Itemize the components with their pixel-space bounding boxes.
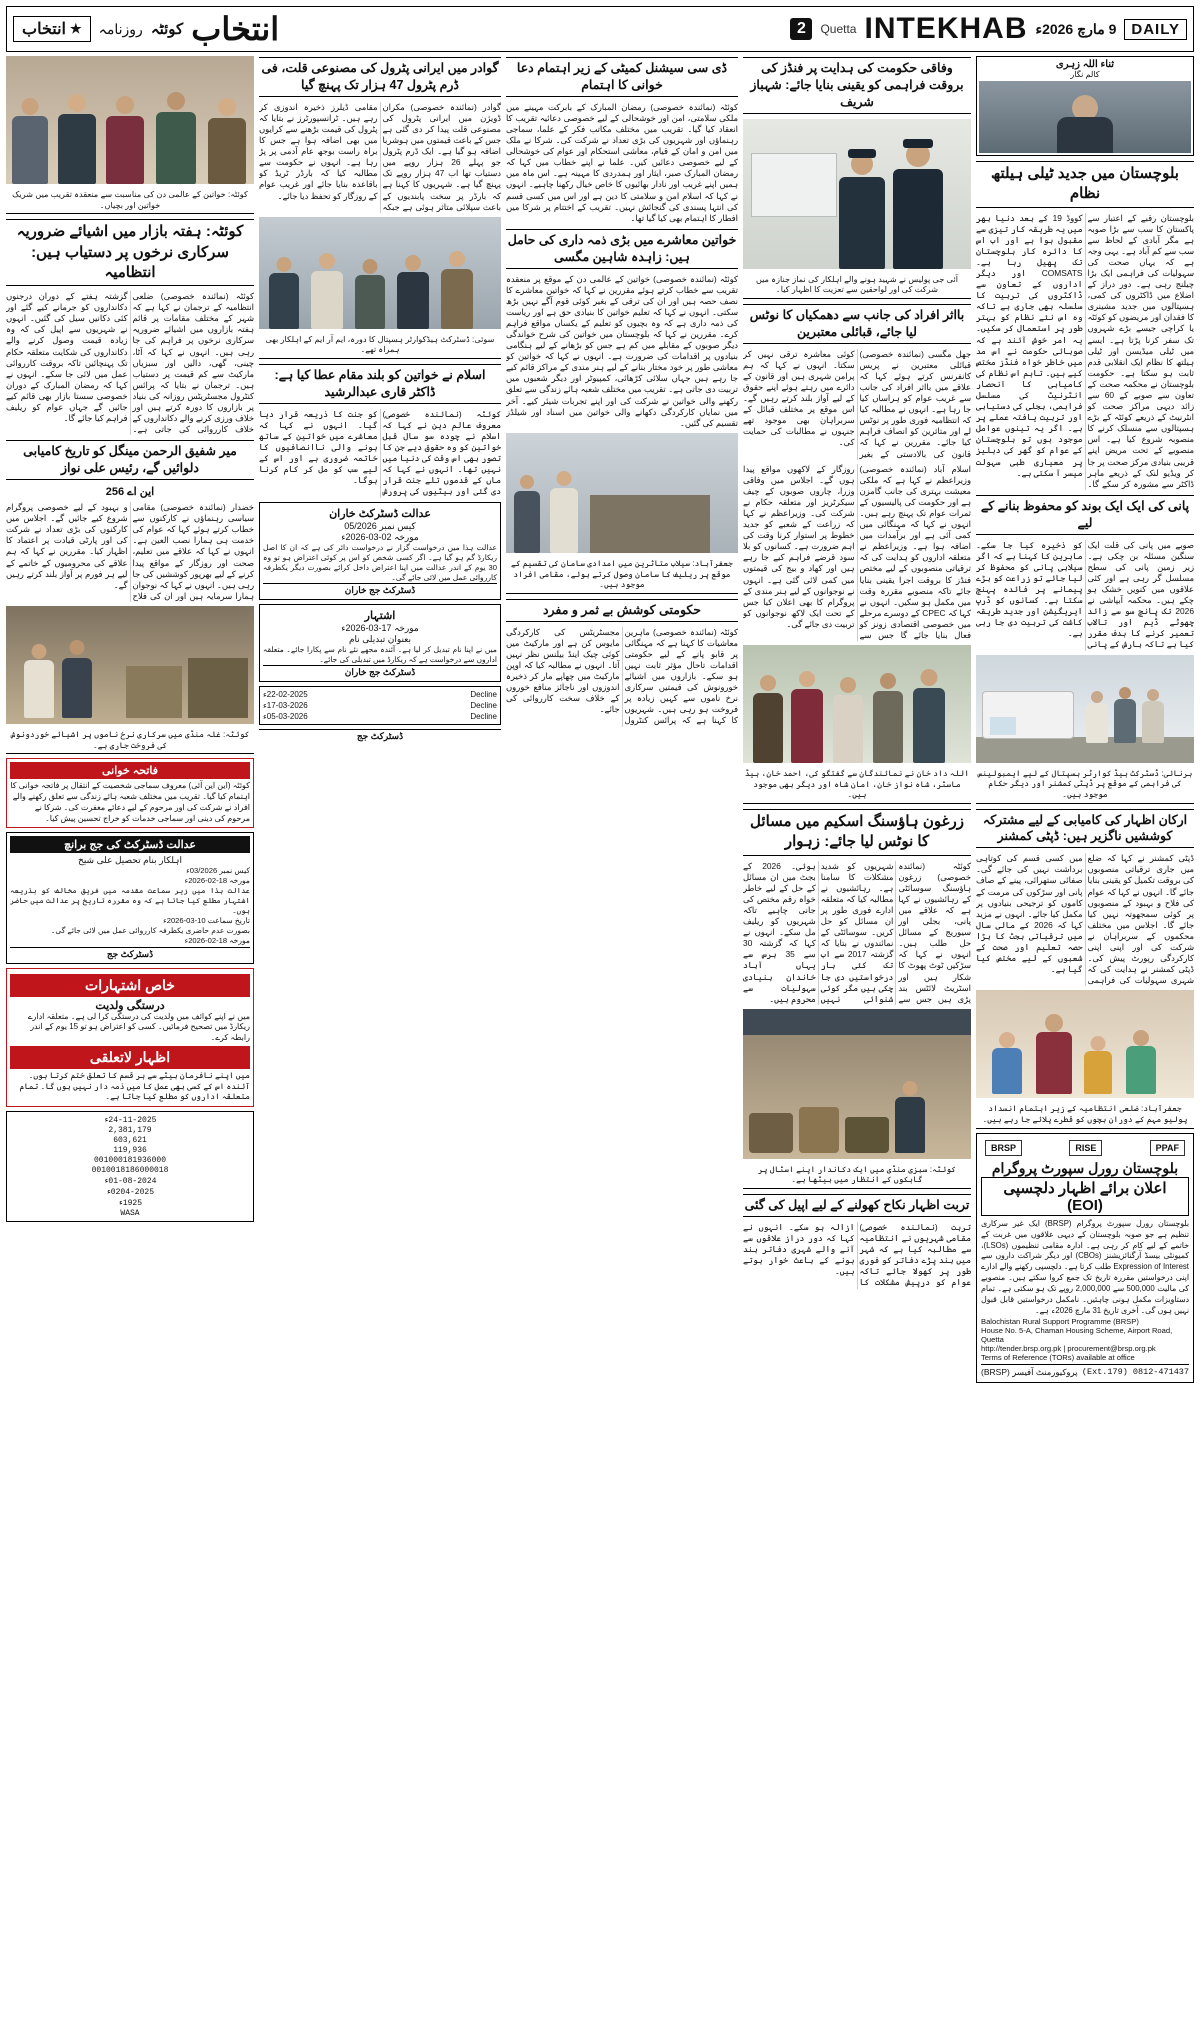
photo-grain-market [6, 606, 254, 724]
announcement-subtitle: درستگی ولدیت [95, 999, 165, 1012]
eoi-contact-line-4: Terms of Reference (TORs) available at office [981, 1352, 1135, 1362]
person-body [873, 691, 903, 763]
photo-ambulance-scene [976, 655, 1194, 763]
person-head [218, 98, 236, 116]
caption-polio: جعفرآباد: ضلعی انتظامیہ کے زیر اہتمام انسداد پولیو مہم کے دوران بچوں کو قطرے پلائے جا رہے ہیں۔ [976, 1102, 1194, 1128]
court-notice-1-body: عدالت ہذا میں درخواست گزار نے درخواست دائر کی ہے کہ ان کا اصل ریکارڈ گم ہو گیا ہے۔ اگر کسی شخص کو اس پر کوئی اعتراض ہو تو وہ 30 یوم کے اندر عدالت میں اپنا اعتراض داخل کرائے بصورت دیگر یکطرفہ کارروائی عمل میں لائی جائے گی۔ [263, 542, 497, 582]
officer-cap [903, 139, 933, 148]
constituency-label: این اے 256 [105, 486, 155, 499]
person-head [70, 640, 85, 655]
person [753, 675, 783, 763]
child-head [999, 1032, 1015, 1048]
court-notice-1-date: مورخہ 02-03-2026ء [341, 531, 419, 542]
article-dc: ڈپٹی کمشنر نے کہا کہ ضلع میں جاری ترقیاتی منصوبوں کی بروقت تکمیل کو یقینی بنایا جائے گا۔ انہوں نے کہا کہ عوام کی فلاح و بہبود کے منصوبوں پر کوئی سمجھوتہ نہیں کیا جائے گا۔ اجلاس میں مختلف محکموں کے سربراہان نے شرکت کی اور اپنی اپنی کارکردگی رپورٹ پیش کی۔ ڈپٹی کمشنر نے ہدایت کی کہ شہری سہولیات کی فراہمی میں کسی قسم کی کوتاہی برداشت نہیں کی جائے گی۔ صفائی ستھرائی، پینے کے صاف پانی اور سڑکوں کی مرمت کے کاموں کو ترجیحی بنیادوں پر مکمل کیا جائے۔ انہوں نے مزید کہا کہ 2026 کے مالی سال میں ترقیاتی بجٹ کا بڑا حصہ تعلیم اور صحت کے شعبوں کے لیے مختص کیا گیا ہے۔ [976, 853, 1194, 986]
photo-polio-scene [976, 990, 1194, 1098]
person [12, 98, 48, 184]
headline-dc: ارکان اظہار کی کامیابی کے لیے مشترکہ کوششیں ناگزیر ہیں: ڈپٹی کمشنر [976, 809, 1194, 849]
person-head [405, 255, 421, 271]
court-box-row-3: عدالت ہذا میں زیر سماعت مقدمہ میں فریق مخالف کو بذریعہ اشتہار مطلع کیا جاتا ہے کہ وہ مقررہ تاریخ پر عدالت میں حاضر ہوں۔ [10, 886, 250, 916]
headline-telehealth: بلوچستان میں جدید ٹیلی ہیلتھ نظام [976, 161, 1194, 208]
photo-grain-scene [6, 606, 254, 724]
court-box-row-1: کیس نمبر 03/2026ء [186, 866, 250, 876]
person-body [355, 275, 385, 329]
eoi-footer [981, 1364, 1189, 1378]
person-body [550, 488, 578, 553]
caption-women-event: کوئٹہ: خواتین کے عالمی دن کی مناسبت سے منعقدہ تقریب میں شریک خواتین اور بچیاں۔ [6, 188, 254, 214]
decline-date: 17-03-2026ء [263, 700, 308, 710]
figure-amount-3: 119,936 [113, 1146, 147, 1156]
headline-housing: زرغون ہاؤسنگ اسکیم میں مسائل کا نوٹس لیا جائے: زہوار [743, 809, 971, 856]
masthead-title-urdu: انتخاب [191, 11, 280, 47]
person-body [156, 112, 196, 184]
court-notice-2-title: اشتہار [364, 609, 396, 622]
person-body [833, 695, 863, 763]
person-head [363, 259, 378, 274]
caption-relief: جعفرآباد: سیلاب متاثرین میں امدادی سامان کی تقسیم کے موقع پر ریلیف کا سامان وصول کرتے ہوئے، مقامی افراد موجود ہیں۔ [506, 557, 738, 594]
headline-economy: حکومتی کوشش بے ثمر و مفرد [506, 599, 738, 622]
masthead-right [13, 13, 279, 45]
photo-women-event [6, 56, 254, 184]
eoi-contact-line-2: House No. 5-A, Chaman Housing Scheme, Airport Road, Quetta [981, 1325, 1173, 1344]
vendor-body [895, 1097, 925, 1153]
decline-label: Decline [470, 700, 497, 710]
decline-label: Decline [470, 689, 497, 699]
court-box-row-4: تاریخ سماعت 10-03-2026ء [163, 916, 250, 926]
court-box-row-2: مورخہ 18-02-2026ء [184, 876, 250, 886]
person-head [760, 675, 776, 691]
officer [839, 153, 885, 269]
person-head [921, 669, 938, 686]
court-notice-1-title: عدالت ڈسٹرکٹ خاران [329, 507, 431, 520]
person-body [208, 118, 246, 184]
photo-hospital-scene [259, 217, 501, 329]
article-mengal: خضدار (نمائندہ خصوصی) مقامی سیاسی رہنماؤں نے کارکنوں سے خطاب کرتے ہوئے کہا کہ عوام کی خدمت ہی ہمارا نصب العین ہے۔ انہوں نے کہا کہ علاقے میں تعلیم، صحت اور روزگار کے مواقع پیدا کرنے کے لیے بھرپور کوششیں کی جا رہی ہیں۔ انہوں نے کہا کہ نوجوان ہمارا سرمایہ ہیں اور ان کی فلاح و بہبود کے لیے خصوصی پروگرام شروع کیے جائیں گے۔ اجلاس میں کارکنوں کی بڑی تعداد نے شرکت کی اور پارٹی قیادت پر اعتماد کا اظہار کیا۔ مقررین نے کہا کہ ہم علاقے کی محرومیوں کے خاتمے کے لیے ہر فورم پر آواز بلند کرتے رہیں گے۔ [6, 502, 254, 601]
masthead-city-en: Quetta [820, 22, 857, 36]
article-petrol: گوادر (نمائندہ خصوصی) مکران ڈویژن میں ایرانی پٹرول کی مصنوعی قلت پیدا کر دی گئی ہے جس کے باعث قیمتوں میں ہوشربا اضافہ ہو گیا ہے۔ ایک ڈرم پٹرول جو پہلے 26 ہزار روپے میں دستیاب تھا اب 47 ہزار روپے تک پہنچ گیا ہے۔ شہریوں کا کہنا ہے کہ بارڈر پر سخت پابندیوں کے باعث سپلائی متاثر ہوئی ہے جبکہ مقامی ڈیلرز ذخیرہ اندوزی کر رہے ہیں۔ ٹرانسپورٹرز نے بتایا کہ پٹرول کی قیمت بڑھنے سے کرایوں میں بھی اضافہ ہوا ہے جس کا براہ راست بوجھ عام آدمی پر پڑ رہا ہے۔ انہوں نے حکومت سے مطالبہ کیا کہ بارڈر ٹریڈ کو باقاعدہ بنایا جائے اور غریب عوام کے روزگار کو تحفظ دیا جائے۔ [259, 101, 501, 212]
person-body [1142, 701, 1164, 743]
masthead-logo [13, 16, 91, 42]
masthead-roznama: روزنامہ [98, 20, 143, 37]
eoi-body: بلوچستان رورل سپورٹ پروگرام (BRSP) ایک غیر سرکاری تنظیم ہے جو صوبہ بلوچستان کے دیہی علاقوں میں غربت کے خاتمے کے لیے کام کر رہی ہے۔ ادارہ مقامی تنظیموں (LSOs)، کمیونٹی بیسڈ آرگنائزیشنز (CBOs) اور دیگر شراکت داروں سے Expression of Interest طلب کرتا ہے۔ دلچسپی رکھنے والے ادارے اپنی درخواستیں مقررہ تاریخ تک جمع کروا سکتے ہیں۔ منصوبے کی مالیت 500,000 سے 2,000,000 روپے تک ہو سکتی ہے۔ تمام دستاویزات مکمل ہونی چاہئیں۔ نامکمل درخواستیں قابل قبول نہیں ہوں گی۔ آخری تاریخ 31 مارچ 2026ء ہے۔ [981, 1218, 1190, 1315]
child-head [1133, 1030, 1149, 1046]
headline-bazaar: کوئٹہ: ہفتہ بازار میں اشیائے ضروریہ سرکاری نرخوں پر دستیاب ہیں: انتظامیہ [6, 219, 254, 286]
person [441, 251, 473, 329]
court-notice-1-case: کیس نمبر 05/2026 [344, 520, 416, 531]
star-icon: ★ [70, 21, 82, 36]
court-box [6, 832, 254, 963]
person [1114, 687, 1136, 743]
person-head [520, 475, 534, 489]
person-head [319, 253, 335, 269]
photo-market [743, 1009, 971, 1159]
person [550, 471, 578, 553]
caption-police: آئی جی پولیس نے شہید ہونے والے اہلکار کی نماز جنازہ میں شرکت کی اور لواحقین سے تعزیت کا اظہار کیا۔ [743, 273, 971, 299]
worker-body [1036, 1032, 1072, 1094]
person-head [277, 257, 292, 272]
person [514, 475, 540, 553]
column-rightmost [6, 56, 254, 2008]
person-head [449, 251, 465, 267]
person [873, 673, 903, 763]
person-head [68, 94, 86, 112]
figure-year: 1925ء [117, 1199, 143, 1209]
figure-agency: WASA [120, 1209, 140, 1219]
logo-brsp: BRSP [985, 1140, 1022, 1156]
article-threats: جھل مگسی (نمائندہ خصوصی) قبائلی معتبرین نے پریس کانفرنس کرتے ہوئے کہا کہ علاقے میں بااثر افراد کی جانب سے غریب عوام کو ہراساں کیا جا رہا ہے۔ انہوں نے مطالبہ کیا کہ انتظامیہ فوری طور پر نوٹس لے اور متاثرین کو انصاف فراہم کیا جائے۔ مقررین نے کہا کہ قانون کی بالادستی کے بغیر کوئی معاشرہ ترقی نہیں کر سکتا۔ انہوں نے کہا کہ ہم پرامن شہری ہیں اور قانون کے دائرے میں رہتے ہوئے اپنے حقوق کے لیے آواز بلند کرتے رہیں گے۔ اس موقع پر مختلف قبائل کے سربراہان بھی موجود تھے جنہوں نے مطالبات کی حمایت کی۔ [743, 348, 971, 459]
content-grid [6, 56, 1194, 2008]
person [62, 640, 92, 718]
masthead-title-en: INTEKHAB [864, 12, 1028, 45]
announcements-title: خاص اشتہارات [10, 974, 250, 997]
decline-row [263, 690, 497, 699]
court-notice-1-footer: ڈسٹرکٹ جج خاران [263, 583, 497, 596]
headline-islam-women: اسلام نے خواتین کو بلند مقام عطا کیا ہے: ڈاکٹر قاری عبدالرشید [259, 364, 501, 404]
person [58, 94, 96, 184]
person [269, 257, 299, 329]
figure-account-1: 001000181936000 [93, 1156, 166, 1166]
decline-row [263, 701, 497, 710]
worker-head [1045, 1014, 1063, 1032]
child [1084, 1036, 1112, 1094]
announcement-body: میں نے اپنے کوائف میں ولدیت کی درستگی کرا لی ہے۔ متعلقہ ادارے ریکارڈ میں تصحیح فرمائیں۔ کسی کو اعتراض ہو تو 15 یوم کے اندر رابطہ کرے۔ [27, 1011, 250, 1043]
special-announcements [6, 968, 254, 1108]
caption-market: کوئٹہ: سبزی منڈی میں ایک دکاندار اپنے اسٹال پر گاہکوں کے انتظار میں بیٹھا ہے۔ [743, 1163, 971, 1189]
person-body [397, 272, 429, 329]
headline-water: پانی کی ایک ایک بوند کو محفوظ بنانے کے لیے [976, 495, 1194, 535]
photo-group-scene [743, 645, 971, 763]
person-body [1114, 699, 1136, 743]
figure-account-2: 0010018186000018 [91, 1166, 169, 1176]
fatiha-body: کوئٹہ (این این آئی) معروف سماجی شخصیت کے انتقال پر فاتحہ خوانی کا اہتمام کیا گیا۔ تقریب میں مختلف شعبہ ہائے زندگی سے تعلق رکھنے والے افراد نے شرکت کی اور مرحوم کے لیے دعائے مغفرت کی۔ شرکا نے مرحوم کی دینی اور سماجی خدمات کو خراج تحسین پیش کیا۔ [10, 781, 250, 823]
court-notice-2 [259, 604, 501, 682]
vendor [895, 1081, 925, 1153]
logo-rise: RISE [1069, 1140, 1102, 1156]
photo-polio [976, 990, 1194, 1098]
column-2 [259, 56, 501, 2008]
eoi-subtitle-wrap [981, 1177, 1189, 1216]
article-women: کوئٹہ (نمائندہ خصوصی) خواتین کے عالمی دن کے موقع پر منعقدہ تقریب سے خطاب کرتے ہوئے مقررین نے کہا کہ خواتین معاشرے کا نصف حصہ ہیں اور ان کی ترقی کے بغیر کوئی قوم آگے نہیں بڑھ سکتی۔ انہوں نے کہا کہ تعلیم خواتین کا بنیادی حق ہے اور ریاست کی ذمہ داری ہے کہ وہ بچیوں کو تعلیم کے یکساں مواقع فراہم کرے۔ مقررین نے کہا کہ بلوچستان میں خواتین کی شرح خواندگی دیگر صوبوں کے مقابلے میں کم ہے جس کو بڑھانے کے لیے ہنگامی بنیادوں پر اقدامات کی ضرورت ہے۔ انہوں نے کہا کہ خواتین کو معاشی طور پر خود مختار بنانے کے لیے ہنر مندی کے مراکز قائم کیے جا رہے ہیں جہاں سلائی کڑھائی، کمپیوٹر اور دیگر شعبوں میں تربیت دی جاتی ہے۔ تقریب میں مختلف شعبہ ہائے زندگی سے تعلق رکھنے والی خواتین نے شرکت کی اور اپنے تجربات شیئر کیے۔ آخر میں نمایاں کارکردگی دکھانے والی خواتین میں اسناد اور شیلڈز تقسیم کی گئیں۔ [506, 273, 738, 428]
photo-market-scene [743, 1009, 971, 1159]
person-body [791, 689, 823, 763]
decline-date: 22-02-2025ء [263, 689, 308, 699]
relief-goods-stack [590, 495, 710, 553]
figure-amount-1: 2,381,179 [108, 1126, 152, 1136]
writer-portrait [979, 81, 1191, 153]
court-notice-2-subject: بعنوان تبدیلی نام [348, 633, 412, 644]
daily-label: DAILY [1124, 19, 1187, 40]
photo-ambulance [976, 655, 1194, 763]
photo-relief-scene [506, 433, 738, 553]
court-notice-2-body: میں نے اپنا نام تبدیل کر لیا ہے۔ آئندہ مجھے نئے نام سے پکارا جائے۔ متعلقہ اداروں سے درخواست ہے کہ ریکارڈ میں تبدیلی کی جائے۔ [263, 644, 497, 664]
person [355, 259, 385, 329]
person [156, 92, 196, 184]
figure-date-2: 01-08-2024ء [103, 1177, 157, 1187]
fatiha-notice [6, 758, 254, 828]
person [397, 255, 429, 329]
officer-cap [848, 149, 876, 158]
person-head [1119, 687, 1131, 699]
person-body [311, 271, 343, 329]
officer [893, 143, 943, 269]
article-islam-women: کوئٹہ (نمائندہ خصوصی) معروف عالم دین نے کہا کہ اسلام نے چودہ سو سال قبل خواتین کو وہ حقوق دیے جن کا تصور بھی اس وقت کی دنیا میں نہیں تھا۔ انہوں نے کہا کہ ماں کے قدموں تلے جنت قرار دی گئی اور بیٹیوں کی پرورش کو جنت کا ذریعہ قرار دیا گیا۔ انہوں نے کہا کہ معاشرے میں خواتین کے ساتھ ہونے والی ناانصافیوں کا خاتمہ ضروری ہے اور اس کے لیے سب کو مل کر کام کرنا ہوگا۔ [259, 408, 501, 497]
person [106, 96, 144, 184]
disownment-body: میں اپنے نافرمان بیٹے سے ہر قسم کا تعلق ختم کرتا ہوں۔ آئندہ اس کے کسی بھی عمل کا میں ذمہ دار نہیں ہوں گا۔ تمام متعلقہ اداروں کو مطلع کیا جاتا ہے۔ [19, 1070, 250, 1102]
caption-hospital-visit: سوئی: ڈسٹرکٹ ہیڈکوارٹر ہسپتال کا دورہ، ایم آر ایم کے اہلکار بھی ہمراہ تھے۔ [259, 333, 501, 359]
masthead [6, 6, 1194, 52]
photo-police-scene [743, 119, 971, 269]
person-head [799, 671, 815, 687]
person-body [753, 693, 783, 763]
eoi-subtitle: اعلان برائے اظہار دلچسپی (EOI) [981, 1177, 1189, 1216]
person-body [106, 116, 144, 184]
eoi-contact-line-3[interactable]: http://tender.brsp.org.pk | procurement@brsp.org.pk [981, 1343, 1156, 1353]
column-4 [743, 56, 971, 2008]
caption-ambulance: ہرنائی: ڈسٹرکٹ ہیڈ کوارٹر ہسپتال کے لیے ایمبولینس کی فراہمی کے موقع پر ڈپٹی کمشنر اور دیگر حکام موجود ہیں۔ [976, 767, 1194, 804]
person-body [12, 116, 48, 184]
person-body [269, 273, 299, 329]
figures-box [6, 1111, 254, 1222]
decline-date: 05-03-2026ء [263, 711, 308, 721]
court-notice-2-date: مورخہ 17-03-2026ء [341, 622, 419, 633]
writer-box [976, 56, 1194, 156]
headline-mengal: میر شفیق الرحمن مینگل کو تاریخ کامیابی دلوائیں گے، رئیس علی نواز [6, 440, 254, 480]
person [833, 677, 863, 763]
child-body [1126, 1046, 1156, 1094]
child-body [1084, 1051, 1112, 1094]
headline-women: خواتین معاشرے میں بڑی ذمہ داری کی حامل ہیں: زاہدہ شاہین مگسی [506, 229, 738, 269]
writer-name: ثناء اللہ زہری [1055, 59, 1115, 70]
worker [1036, 1014, 1072, 1094]
person [311, 253, 343, 329]
person-head [1147, 689, 1159, 701]
person-body [1086, 703, 1108, 743]
person [791, 671, 823, 763]
person-head [840, 677, 856, 693]
court-box-row-6: مورخہ 18-02-2026ء [184, 936, 250, 946]
hospital-bed [751, 153, 837, 217]
person-head [22, 98, 39, 115]
page-number: 2 [790, 18, 812, 40]
column-far-left [976, 56, 1194, 2008]
person-head [880, 673, 896, 689]
column-3 [506, 56, 738, 2008]
court-box-title: عدالت ڈسٹرکٹ کی جج برانچ [10, 836, 250, 853]
eoi-logos [981, 1138, 1189, 1160]
masthead-edition: کوئٹہ [150, 21, 184, 38]
court-box-subtitle: اہلکار بنام تحصیل علی شیخ [78, 855, 182, 866]
person-head [32, 644, 47, 659]
headline-dua: ڈی سی سیشنل کمیٹی کے زیر اہتمام دعا خوانی کا اہتمام [506, 57, 738, 97]
logo-ppaf: PPAF [1150, 1140, 1185, 1156]
article-bazaar: کوئٹہ (نمائندہ خصوصی) ضلعی انتظامیہ کے ترجمان نے کہا ہے کہ شہر کے مختلف مقامات پر قائم ہفتہ بازاروں میں اشیائے ضروریہ سرکاری نرخوں پر فراہم کی جا رہی ہیں۔ انہوں نے کہا کہ آٹا، چینی، گھی، دالیں اور سبزیاں مارکیٹ سے کم قیمت پر دستیاب ہیں۔ ترجمان نے بتایا کہ پرائس کنٹرول مجسٹریٹس روزانہ کی بنیاد پر بازاروں کا دورہ کرتے ہیں اور خلاف ورزی کرنے والے دکانداروں کے خلاف کارروائی کی جاتی ہے۔ گزشتہ ہفتے کے دوران درجنوں دکانداروں کو جرمانے کیے گئے اور کئی دکانیں سیل کی گئیں۔ انہوں نے شہریوں سے اپیل کی کہ وہ زیادہ قیمت وصول کرنے والے دکانداروں کی شکایت متعلقہ حکام تک پہنچائیں تاکہ بروقت کارروائی عمل میں لائی جا سکے۔ انہوں نے کہا کہ رمضان المبارک کے دوران خصوصی سستا بازار بھی قائم کیے جائیں گے جہاں عوام کو ریلیف فراہم کیا جائے گا۔ [6, 291, 254, 435]
officer-body [839, 177, 885, 269]
caption-grain-market: کوئٹہ: غلہ منڈی میں سرکاری نرخ ناموں پر اشیائے خوردونوش کی فروخت جاری ہے۔ [6, 728, 254, 754]
person [1142, 689, 1164, 743]
ambulance-window [990, 717, 1016, 735]
vendor-head [903, 1081, 918, 1096]
portrait-body [1057, 117, 1113, 153]
decline-label: Decline [470, 711, 497, 721]
sack [749, 1113, 793, 1153]
child [1126, 1030, 1156, 1094]
article-dua: کوئٹہ (نمائندہ خصوصی) رمضان المبارک کے بابرکت مہینے میں ملکی سلامتی، امن اور خوشحالی کے لیے خصوصی دعائیہ تقریب کا انعقاد کیا گیا۔ تقریب میں مختلف مکاتب فکر کے علما، سماجی رہنماؤں اور شہریوں کی بڑی تعداد نے شرکت کی۔ شرکا نے ملک میں امن و امان کے قیام، معاشی استحکام اور عوام کی خوشحالی کے لیے خصوصی دعائیں کیں۔ علما نے اپنے خطاب میں کہا کہ رمضان المبارک صبر، ایثار اور ہمدردی کا مہینہ ہے۔ اس ماہ میں ہمیں اپنے غریب اور نادار بھائیوں کا خاص خیال رکھنا چاہیے۔ انہوں نے کہا کہ اسلام امن و سلامتی کا دین ہے اور اس میں کسی قسم کی انتہا پسندی کی گنجائش نہیں۔ تقریب کے اختتام پر شرکا میں افطار کا اہتمام بھی کیا گیا تھا۔ [506, 101, 738, 223]
masthead-logo-text: انتخاب [22, 21, 66, 38]
article-telehealth: بلوچستان رقبے کے اعتبار سے پاکستان کا سب سے بڑا صوبہ ہے مگر آبادی کے لحاظ سے سب سے کم آباد ہے۔ یہی وجہ ہے کہ یہاں صحت کی سہولیات کی فراہمی ایک بڑا چیلنج رہی ہے۔ دور دراز کے اضلاع میں ڈاکٹروں کی کمی، ہسپتالوں میں جدید مشینری کا فقدان اور مریضوں کو کوئٹہ یا کراچی جیسے بڑے شہروں تک سفر کرنا پڑتا ہے۔ ایسے میں ٹیلی میڈیسن اور ٹیلی ہیلتھ کا نظام ایک انقلابی قدم ثابت ہو سکتا ہے۔ حکومت بلوچستان نے محکمہ صحت کے تعاون سے صوبے کے 60 سے زائد دیہی مراکز صحت کو انٹرنیٹ کے ذریعے کوئٹہ کے بڑے ہسپتالوں سے منسلک کرنے کا منصوبہ شروع کیا ہے۔ اس منصوبے کے تحت مریض اپنے قریبی بنیادی مرکز صحت پر جا کر ویڈیو لنک کے ذریعے ماہر ڈاکٹر سے مشورہ کر سکے گا۔ کووڈ 19 کے بعد دنیا بھر میں یہ طریقہ کار تیزی سے مقبول ہوا ہے اور اب اس کا دائرہ کار بلوچستان تک پھیل رہا ہے۔ COMSATS اور دیگر اداروں کے تعاون سے ڈاکٹروں کی تربیت کا سلسلہ بھی جاری ہے تاکہ وہ اس نئے نظام کو بہتر طور پر استعمال کر سکیں۔ یہ امر خوش آئند ہے کہ صوبائی حکومت نے اس مد میں خاطر خواہ فنڈز مختص کیے ہیں۔ تاہم اس نظام کی کامیابی کا انحصار انٹرنیٹ کی مسلسل فراہمی، بجلی کی دستیابی اور تربیت یافتہ عملے پر ہے۔ اگر یہ تینوں عوامل موجود ہوں تو بلوچستان کے عوام کو گھر کی دہلیز پر معیاری طبی سہولت میسر آ سکتی ہے۔ [976, 212, 1194, 489]
article-housing: کوئٹہ (نمائندہ خصوصی) زرغون ہاؤسنگ سوسائٹی کے رہائشیوں نے کہا ہے کہ علاقے میں پانی، بجلی اور سیوریج کے مسائل حل طلب ہیں۔ انہوں نے کہا کہ سڑکیں ٹوٹ پھوٹ کا شکار ہیں اور اسٹریٹ لائٹس بند پڑی ہیں جس سے شہریوں کو شدید مشکلات کا سامنا ہے۔ رہائشیوں نے مطالبہ کیا کہ متعلقہ ادارے فوری طور پر ان مسائل کو حل کریں۔ سوسائٹی کے نمائندوں نے بتایا کہ گزشتہ 2017 سے اب تک کئی بار درخواستیں دی جا چکی ہیں مگر کوئی شنوائی نہیں ہوئی۔ 2026 کے بجٹ میں ان مسائل کے حل کے لیے خاطر خواہ رقم مختص کی جانی چاہیے تاکہ شہریوں کو ریلیف مل سکے۔ انہوں نے کہا کہ گزشتہ 30 سے 35 برس سے یہاں آباد خاندان بنیادی سہولیات سے محروم ہیں۔ [743, 860, 971, 1004]
figure-date-3: 0204-2025ء [105, 1188, 155, 1198]
article-economy: کوئٹہ (نمائندہ خصوصی) ماہرین معاشیات کا کہنا ہے کہ مہنگائی پر قابو پانے کے لیے حکومتی اقدامات تاحال مؤثر ثابت نہیں ہو سکے۔ بازاروں میں اشیائے خورونوش کی قیمتیں سرکاری نرخ ناموں سے کہیں زیادہ پر فروخت ہو رہی ہیں۔ شہریوں کا کہنا ہے کہ پرائس کنٹرول مجسٹریٹس کی کارکردگی مایوس کن ہے اور مارکیٹ میں کوئی چیک اینڈ بیلنس نظر نہیں آتا۔ انہوں نے مطالبہ کیا کہ اوپن مارکیٹ میں چھاپے مار کر ذخیرہ اندوزوں اور ناجائز منافع خوروں کے خلاف سخت کارروائی کی جائے۔ [506, 626, 738, 726]
eoi-phone: 0812-471437 (Ext.179) [1081, 1367, 1189, 1378]
article-pm-funds: اسلام آباد (نمائندہ خصوصی) وزیراعظم نے کہا ہے کہ ملکی معیشت بہتری کی جانب گامزن ہے اور حکومت کی پالیسیوں کے ثمرات عوام تک پہنچ رہے ہیں۔ انہوں نے کہا کہ مہنگائی میں کمی آئی ہے اور برآمدات میں اضافہ ہوا ہے۔ وزیراعظم نے متعلقہ اداروں کو ہدایت کی کہ ترقیاتی منصوبوں کے لیے مختص فنڈز کا بروقت اجرا یقینی بنایا جائے تاکہ منصوبے مقررہ وقت میں مکمل ہو سکیں۔ انہوں نے کہا کہ CPEC کے دوسرے مرحلے میں خصوصی اقتصادی زونز کو فعال بنایا جائے گا جس سے روزگار کے لاکھوں مواقع پیدا ہوں گے۔ اجلاس میں وفاقی وزرا، چاروں صوبوں کے چیف سیکرٹریز اور متعلقہ حکام نے شرکت کی۔ وزیراعظم نے کہا کہ زراعت کے شعبے کو جدید خطوط پر استوار کرنا وقت کی اہم ضرورت ہے۔ کسانوں کو بلا سود قرضے فراہم کیے جا رہے ہیں اور کھاد و بیج کی قیمتوں میں کمی لائی گئی ہے۔ انہوں نے نوجوانوں کے لیے ہنر مندی کے پروگرام کا بھی اعلان کیا جس کے تحت ایک لاکھ نوجوانوں کو تربیت دی جائے گی۔ [743, 463, 971, 641]
eoi-title: بلوچستان رورل سپورٹ پروگرام [991, 1159, 1179, 1176]
headline-petrol: گوادر میں ایرانی پٹرول کی مصنوعی قلت، فی ڈرم پٹرول 47 ہزار تک پہنچ گیا [259, 57, 501, 97]
figure-date-1: 24-11-2025ء [103, 1116, 157, 1126]
masthead-left [790, 14, 1187, 44]
person-body [441, 269, 473, 329]
grain-sacks [188, 658, 248, 718]
headline-threats: بااثر افراد کی جانب سے دھمکیاں کا نوٹس لیا جائے، قبائلی معتبرین [743, 304, 971, 344]
officer-body [893, 169, 943, 269]
column-2-footer: ڈسٹرکٹ جج [259, 729, 501, 742]
market-awning [743, 1009, 971, 1035]
court-box-row-5: بصورت عدم حاضری یکطرفہ کارروائی عمل میں لائی جائے گی۔ [50, 926, 250, 936]
child-head [1091, 1036, 1106, 1051]
decline-list [259, 686, 501, 725]
headline-turbat: تربت اظہار نکاح کھولنے کے لیے اپیل کی گئی [743, 1194, 971, 1217]
headline-pm-funds: وفاقی حکومت کی ہدایت پر فنڈز کی بروقت فراہمی کو یقینی بنایا جائے: شہباز شریف [743, 57, 971, 114]
disownment-title: اظہار لاتعلقی [10, 1046, 250, 1069]
person-head [167, 92, 185, 110]
eoi-signatory: پروکیورمنٹ آفیسر (BRSP) [981, 1366, 1078, 1377]
eoi-advertisement [976, 1133, 1194, 1383]
person [1086, 691, 1108, 743]
person [24, 644, 54, 718]
child-body [992, 1048, 1022, 1094]
decline-row [263, 712, 497, 721]
court-notice-1 [259, 502, 501, 600]
person-body [514, 491, 540, 553]
portrait-inner [979, 81, 1191, 153]
person-body [24, 660, 54, 718]
photo-police [743, 119, 971, 269]
court-notice-2-footer: ڈسٹرکٹ جج خاران [263, 665, 497, 678]
grain-sacks [126, 666, 182, 718]
person [913, 669, 945, 763]
issue-date: 9 مارچ 2026ء [1035, 20, 1117, 37]
photo-hospital-visit [259, 217, 501, 329]
photo-group [743, 645, 971, 763]
figure-amount-2: 603,621 [113, 1136, 147, 1146]
child [992, 1032, 1022, 1094]
sack [799, 1107, 839, 1153]
person-head [116, 96, 134, 114]
fatiha-title: فاتحہ خوانی [10, 762, 250, 779]
writer-role: کالم نگار [1070, 70, 1100, 79]
caption-group: اللہ داد خان نے نمائندگان سے گفتگو کی، احمد خان، ہیڈ ماسٹر، شاہ نواز خان، امان شاہ اور دیگر بھی موجود ہیں۔ [743, 767, 971, 804]
person-head [1091, 691, 1103, 703]
article-water: صوبے میں پانی کی قلت ایک سنگین مسئلہ بن چکی ہے۔ زیر زمین پانی کی سطح مسلسل گر رہی ہے اور کئی علاقوں میں کنویں خشک ہو چکے ہیں۔ محکمہ آبپاشی نے 2026 تک پانچ سو سے زائد چھوٹے ڈیم اور تالاب تعمیر کرنے کا ہدف مقرر کیا ہے تاکہ بارش کے پانی کو ذخیرہ کیا جا سکے۔ ماہرین کا کہنا ہے کہ اگر سیلابی پانی کو محفوظ کر لیا جائے تو زراعت کو بڑے پیمانے پر فائدہ پہنچ سکتا ہے۔ کسانوں کو ڈرپ ایریگیشن اور جدید طریقہ کاشت کی تربیت دی جا رہی ہے۔ [976, 539, 1194, 650]
photo-relief [506, 433, 738, 553]
article-turbat: تربت (نمائندہ خصوصی) مقامی شہریوں نے انتظامیہ سے مطالبہ کیا ہے کہ شہر میں بند پڑے دفاتر کو فوری طور پر کھولا جائے تاکہ عوام کو درپیش مشکلات کا ازالہ ہو سکے۔ انہوں نے کہا کہ دور دراز علاقوں سے آنے والے شہری دفاتر بند ہونے کے باعث خوار ہوتے ہیں۔ [743, 1222, 971, 1288]
sack [845, 1117, 889, 1153]
person-head [557, 471, 572, 486]
photo-women-scene [6, 56, 254, 184]
person-body [913, 688, 945, 763]
court-box-footer: ڈسٹرکٹ جج [10, 947, 250, 960]
eoi-contact-line-1: Balochistan Rural Support Programme (BRSP) [981, 1316, 1139, 1326]
person-body [62, 658, 92, 718]
person [208, 98, 246, 184]
person-body [58, 114, 96, 184]
